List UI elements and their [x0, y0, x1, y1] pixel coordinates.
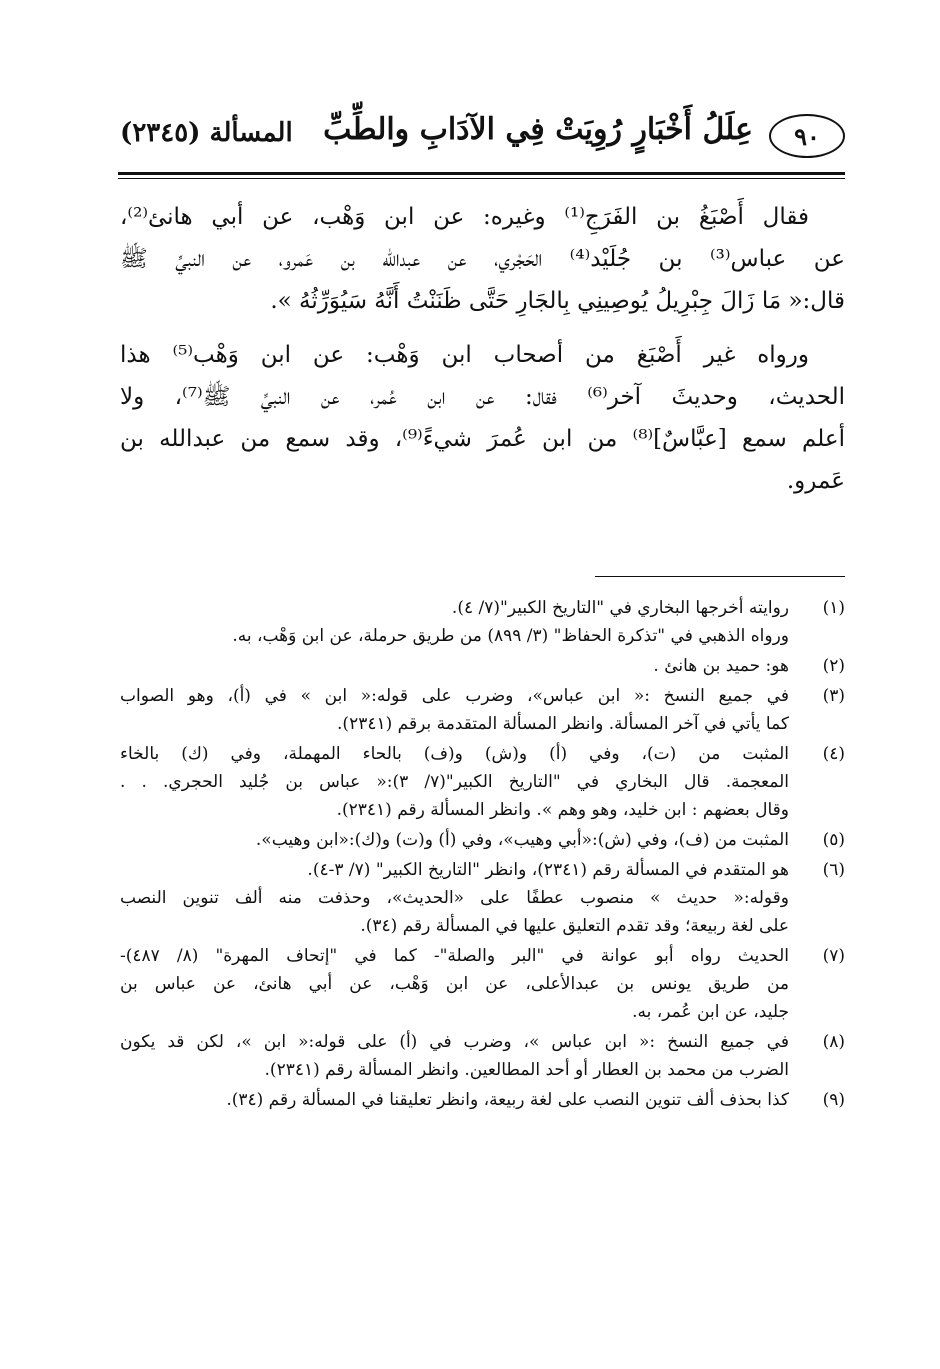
footnote-line: كذا بحذف ألف تنوين النصب على لغة ربيعة، وانظر تعليقنا في المسألة رقم (٣٤). [226, 1090, 789, 1110]
footnote-line: جليد، عن ابن عُمر، به. [632, 1002, 789, 1022]
text-line: أعلم سمع [عبَّاسٌ]⁽⁸⁾ من ابن عُمرَ شيءً⁽⁹⁾، وقد سمع من عبدالله بن [120, 426, 845, 452]
footnote-line: الضرب من محمد بن العطار أو أحد المطالعين. وانظر المسألة رقم (٢٣٤١). [264, 1060, 789, 1080]
footnote-line: المعجمة. قال البخاري في "التاريخ الكبير"(٧/ ٣):« عباس بن جُليد الحجري. . . [120, 772, 789, 792]
footnote-line: وقوله:« حديث » منصوب عطفًا على «الحديث»، وحذفت منه ألف تنوين النصب [120, 888, 789, 908]
footnote-number: (١) [822, 598, 845, 618]
footnote-number: (٥) [822, 830, 845, 850]
footnote-line: على لغة ربيعة؛ وقد تقدم التعليق عليها في المسألة رقم (٣٤). [360, 916, 789, 936]
footnote [120, 594, 845, 650]
footnote [120, 652, 845, 680]
page-number: ٩٠ [769, 114, 845, 158]
footnote [120, 682, 845, 738]
text-line: الحديث، وحديثَ آخر⁽⁶⁾ فقال: عن ابن عُمر، عن النبيِّ ﷺ⁽⁷⁾، ولا [120, 384, 845, 410]
footnote-line: في جميع النسخ :« ابن عباس»، وضرب على قوله:« ابن » في (أ)، وهو الصواب [120, 686, 789, 706]
footnote [120, 1086, 845, 1114]
footnote-number: (٧) [822, 946, 845, 966]
footnotes [120, 594, 845, 1116]
paragraph [120, 196, 845, 322]
footnote-number: (٩) [822, 1090, 845, 1110]
footnote-line: روايته أخرجها البخاري في "التاريخ الكبير"(٧/ ٤). [451, 598, 789, 618]
footnote-line: في جميع النسخ :« ابن عباس »، وضرب في (أ) على قوله:« ابن »، لكن قد يكون [120, 1032, 789, 1052]
footnote-line: المثبت من (ف)، وفي (ش):«أبي وهيب»، وفي (أ) و(ت) و(ك):«ابن وهيب». [255, 830, 789, 850]
text-line: ورواه غير أَصْبَغ من أصحاب ابن وَهْب: عن ابن وَهْب⁽⁵⁾ هذا [120, 342, 809, 368]
footnote-line: المثبت من (ت)، وفي (أ) و(ش) و(ف) بالحاء المهملة، وفي (ك) بالخاء [120, 744, 789, 764]
text-line: قال:« مَا زَالَ جِبْرِيلُ يُوصِينِي بِالجَارِ حَتَّى ظَنَنْتُ أَنَّهُ سَيُوَرِّثُهُ ». [270, 288, 845, 314]
footnote-number: (٤) [822, 744, 845, 764]
main-text [120, 196, 845, 514]
footnote-number: (٢) [822, 656, 845, 676]
running-title: عِلَلُ أَخْبَارٍ رُوِيَتْ فِي الآدَابِ والطِّبِّ [323, 112, 753, 147]
footnote [120, 826, 845, 854]
paragraph [120, 334, 845, 502]
footnote [120, 942, 845, 1026]
footnote-line: هو المتقدم في المسألة رقم (٢٣٤١)، وانظر "التاريخ الكبير" (٧/ ٣-٤). [307, 860, 789, 880]
footnote-line: وقال بعضهم : ابن خليد، وهو وهم ». وانظر المسألة رقم (٢٣٤١). [336, 800, 789, 820]
text-line: فقال أَصْبَغُ بن الفَرَجِ⁽¹⁾ وغيره: عن ابن وَهْب، عن أبي هانئ⁽²⁾، [120, 204, 809, 230]
issue-label: المسألة (٢٣٤٥) [120, 118, 293, 148]
footnote-number: (٨) [822, 1032, 845, 1052]
footnote [120, 740, 845, 824]
footnote-line: ورواه الذهبي في "تذكرة الحفاظ" (٣/ ٨٩٩) من طريق حرملة، عن ابن وَهْب، به. [232, 626, 789, 646]
footnote-line: كما يأتي في آخر المسألة. وانظر المسألة المتقدمة برقم (٢٣٤١). [337, 714, 789, 734]
footnote-line: الحديث رواه أبو عوانة في "البر والصلة"- كما في "إتحاف المهرة" (٨/ ٤٨٧)- [120, 946, 789, 966]
footnote-line: من طريق يونس بن عبدالأعلى، عن ابن وَهْب، عن أبي هانئ، عن عباس بن [120, 974, 789, 994]
footnote-separator [595, 576, 845, 577]
footnote-number: (٣) [822, 686, 845, 706]
text-line: عَمرو. [786, 468, 845, 494]
page-header [120, 108, 845, 164]
header-rule-thick [118, 172, 845, 175]
header-rule-thin [118, 178, 845, 179]
text-line: عن عباس⁽³⁾ بن جُلَيْد⁽⁴⁾ الحَجْري، عن عبدالله بن عَمرو، عن النبيِّ ﷺ [120, 246, 845, 272]
footnote-line: هو: حميد بن هانئ . [653, 656, 789, 676]
footnote [120, 1028, 845, 1084]
footnote-number: (٦) [822, 860, 845, 880]
footnote [120, 856, 845, 940]
